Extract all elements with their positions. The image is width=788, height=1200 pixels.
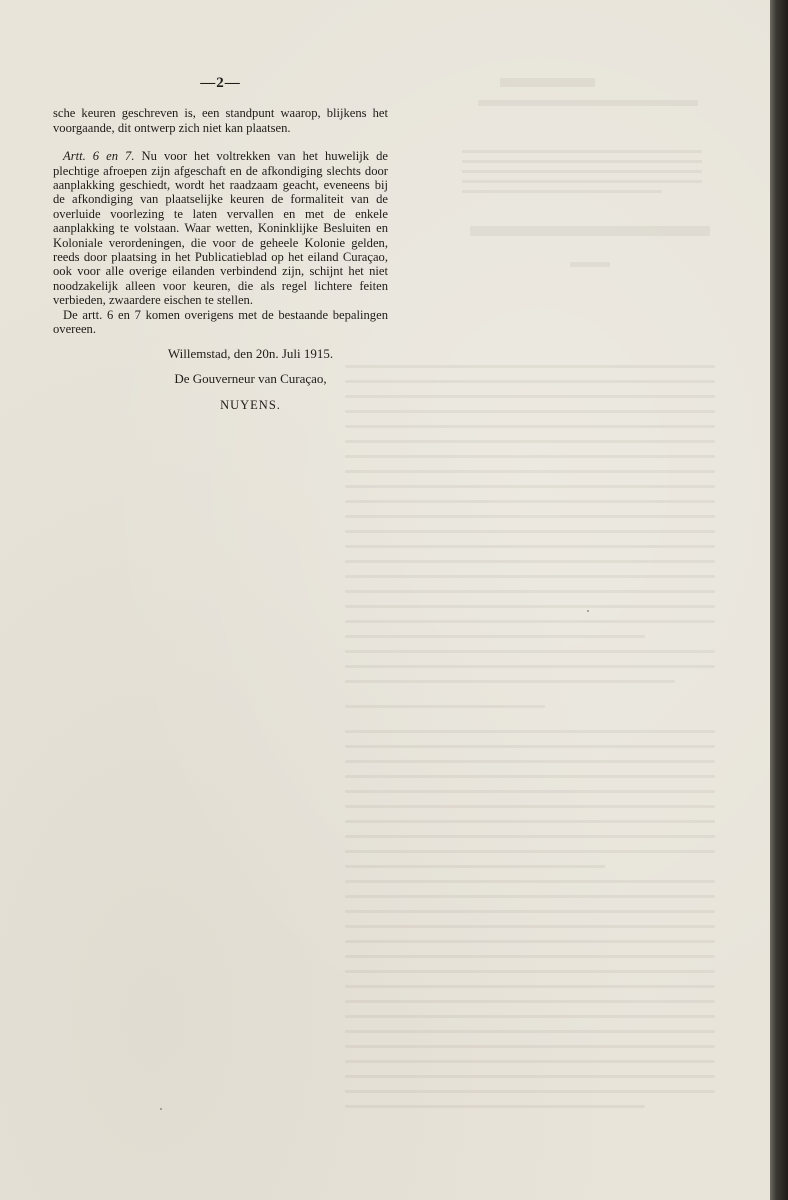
- document-body: [53, 76, 388, 413]
- paper-speck: [160, 1108, 162, 1110]
- signature: NUYENS.: [220, 398, 281, 413]
- paragraph-intro: sche keuren geschreven is, een standpunt waarop, blijkens het voorgaande, dit ontwerp zich niet kan plaatsen.: [53, 106, 388, 135]
- paper-speck: [587, 610, 589, 612]
- governor-title: De Gouverneur van Curaçao,: [174, 370, 327, 386]
- page-number: —2—: [200, 75, 241, 91]
- place-date: Willemstad, den 20n. Juli 1915.: [167, 345, 334, 361]
- binding-edge: [770, 0, 788, 1200]
- paragraph-articles-6-7: [53, 149, 388, 307]
- articles-reference: Artt. 6 en 7.: [63, 149, 135, 164]
- paragraph-articles-text: Nu voor het voltrekken van het huwelijk de plechtige afroepen zijn afgeschaft en de afkondiging slechts door aanplakking geschiedt, wordt het raadzaam geacht, eveneens bij de afkondiging van plaatselijke keuren de formaliteit van de overluide voorlezing te laten vervallen en met de enkele aanplakking te volstaan. Waar wetten, Koninklijke Besluiten en Koloniale verordeningen, die voor de geheele Kolonie gelden, reeds door plaatsing in het Publicatieblad op het eiland Curaçao, ook voor alle overige eilanden verbindend zijn, schijnt het niet noodzakelijk alleen voor keuren, die als regel lichtere feiten verbieden, zwaardere eischen te stellen.: [53, 149, 388, 308]
- paragraph-concluding: De artt. 6 en 7 komen overigens met de bestaande bepalingen overeen.: [53, 307, 388, 337]
